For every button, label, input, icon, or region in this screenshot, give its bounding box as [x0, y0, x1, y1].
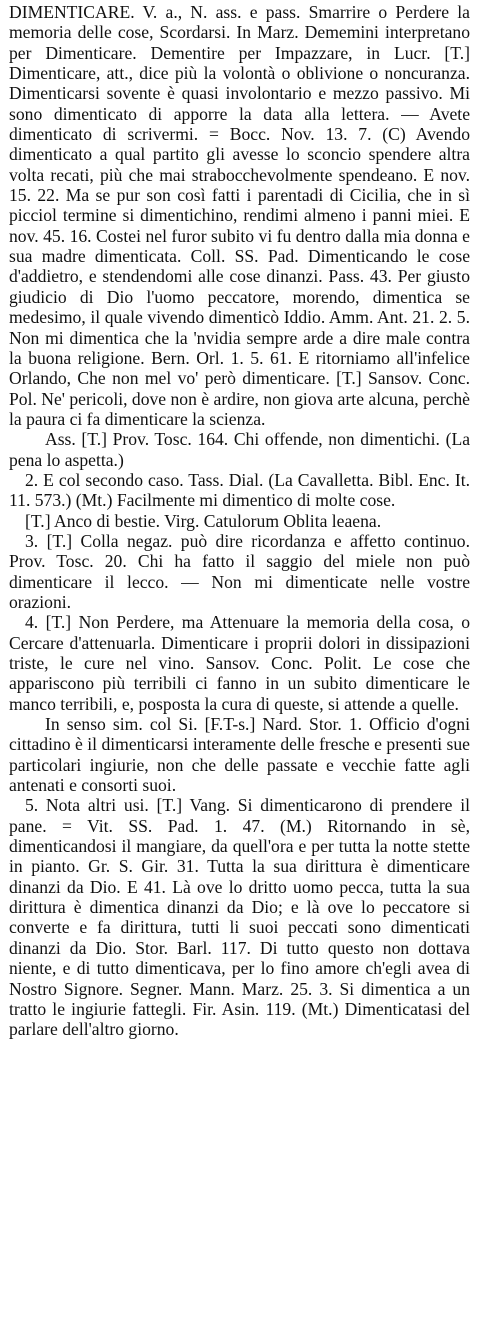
entry-paragraph-sense-3: 3. [T.] Colla negaz. può dire ricordanza e affetto continuo. Prov. Tosc. 20. Chi ha fatto il saggio del miele non può dimenticare il lecco. — Non mi dimenticate nelle vostre orazioni. — [9, 530, 470, 612]
entry-paragraph-absolute: Ass. [T.] Prov. Tosc. 164. Chi offende, non dimentichi. (La pena lo aspetta.) — [9, 429, 470, 470]
entry-paragraph-similar-sense: In senso sim. col Si. [F.T-s.] Nard. Stor. 1. Officio d'ogni cittadino è il dimenticarsi interamente delle fresche e presenti sue particolari ingiurie, non che delle passate e vecchie fatte agli antenati e consorti suoi. — [9, 714, 470, 796]
entry-paragraph-sense-5: 5. Nota altri usi. [T.] Vang. Si dimenticarono di prendere il pane. = Vit. SS. Pad. 1. 47. (M.) Ritornando in sè, dimenticandosi il mangiare, da quell'ora e per tutta la notte stette in pianto. Gr. S. Gir. 31. Tutta la sua dirittura è dimenticare dinanzi da Dio. E 41. Là ove lo dritto uomo pecca, tutta la sua dirittura è dimentica dinanzi da Dio; e là ove lo peccatore si converte e fa dirittura, tutti li suoi peccati sono dimenticati dinanzi da Dio. Stor. Barl. 117. Di tutto questo non dottava niente, e di tutto dimenticava, per lo fino amore ch'egli avea di Nostro Signore. Segner. Mann. Marz. 25. 3. Si dimentica a un tratto le ingiurie fattegli. Fir. Asin. 119. (Mt.) Dimenticatasi del parlare dell'altro giorno. — [9, 795, 470, 1040]
entry-paragraph-sense-2: 2. E col secondo caso. Tass. Dial. (La Cavalletta. Bibl. Enc. It. 11. 573.) (Mt.) Facilmente mi dimentico di molte cose. — [9, 469, 470, 511]
entry-paragraph-animals: [T.] Anco di bestie. Virg. Catulorum Oblita leaena. — [25, 510, 382, 531]
entry-paragraph-sense-4: 4. [T.] Non Perdere, ma Attenuare la memoria della cosa, o Cercare d'attenuarla. Dimenticare i proprii dolori in dissipazioni triste, le cure nel vino. Sansov. Conc. Polit. Le cose che appariscono più terribili ci fanno in un subito dimenticare le manco terribili, e, posposta la cura di queste, si attende a quelle. — [9, 612, 470, 714]
entry-paragraph-main: DIMENTICARE. V. a., N. ass. e pass. Smarrire o Perdere la memoria delle cose, Scordarsi. In Marz. Dememini interpretano per Dimenticare. Dementire per Impazzare, in Lucr. [T.] Dimenticare, att., dice più la volontà o oblivione o noncuranza. Dimenticarsi sovente è quasi involontario e mezzo passivo. Mi sono dimenticato di apporre la data alla lettera. — Avete dimenticato di scrivermi. = Bocc. Nov. 13. 7. (C) Avendo dimenticato a qual partito gli avesse lo sconcio spendere altra volta recati, più che mai strabocchevolmente spendeano. E nov. 15. 22. Ma se pur son così fatti i parentadi di Cicilia, che in sì picciol termine si dimentichino, rendimi almeno i panni miei. E nov. 45. 16. Costei nel furor subito vi fu dentro dalla mia donna e sua madre dimenticata. Coll. SS. Pad. Dimenticando le cose d'addietro, e stendendomi alle cose dinanzi. Pass. 43. Per giusto giudicio di Dio l'uomo peccatore, morendo, dimentica se medesimo, il quale vivendo dimenticò Iddio. Amm. Ant. 21. 2. 5. Non mi dimentica che la 'nvidia sempre arde a dire male contra la buona religione. Bern. Orl. 1. 5. 61. E ritorniamo all'infelice Orlando, Che non mel vo' però dimenticare. [T.] Sansov. Conc. Pol. Ne' pericoli, dove non è ardire, non giova arte alcuna, perchè la paura ci fa dimenticare la scienza. — [9, 2, 470, 429]
